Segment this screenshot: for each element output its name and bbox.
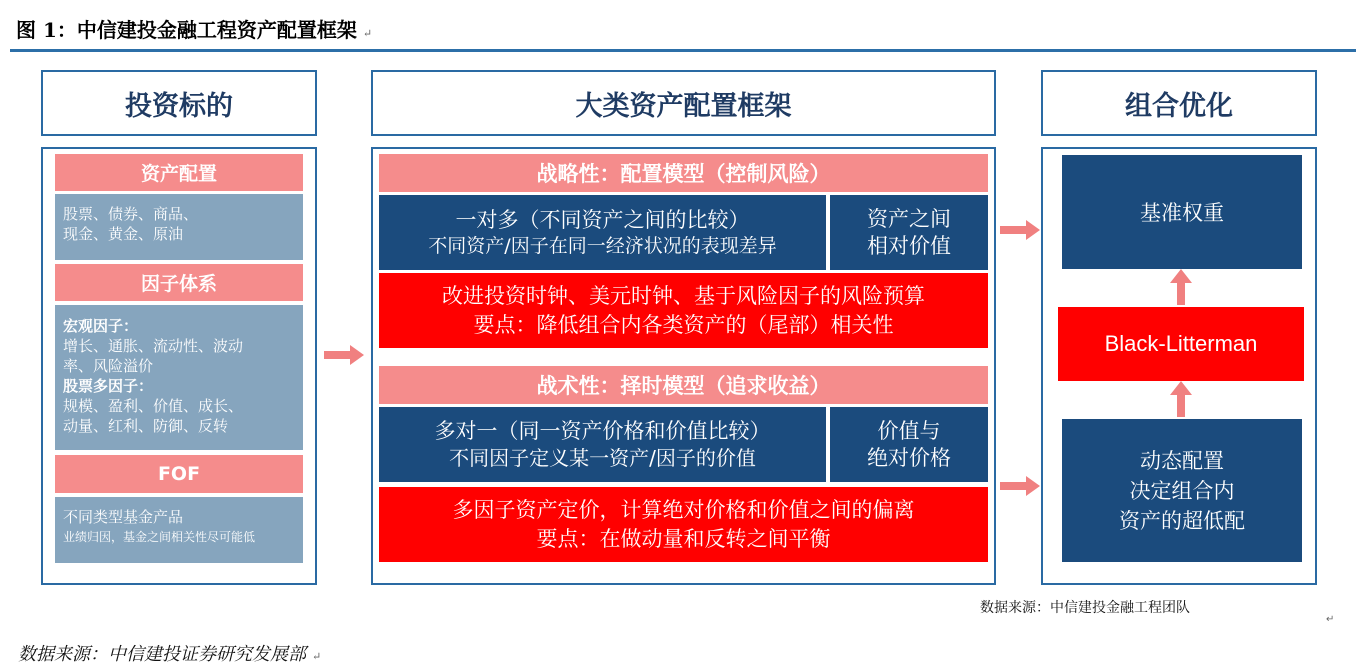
tactical-side-line: 价值与 (877, 418, 941, 443)
factor-system-title: 因子体系 (55, 264, 303, 301)
fof-line-1: 不同类型基金产品 (63, 508, 184, 526)
header-portfolio-optimization: 组合优化 (1041, 70, 1317, 136)
header-investment-targets: 投资标的 (41, 70, 317, 136)
strategic-side-line: 相对价值 (867, 233, 951, 258)
tactical-compare-box (379, 407, 826, 482)
dynamic-allocation-box (1062, 419, 1302, 562)
macro-factor-line: 增长、通胀、流动性、波动 (63, 337, 244, 355)
middle-panel (371, 147, 996, 585)
fof-title: FOF (55, 455, 303, 493)
arrow-up-icon (1170, 381, 1192, 417)
fof-box (55, 497, 303, 563)
tactical-side-box (830, 407, 988, 482)
source-note-right: 数据来源：中信建投金融工程团队 (980, 600, 1190, 616)
arrow-up-icon (1170, 269, 1192, 305)
strategic-compare-line: 不同资产/因子在同一经济状况的表现差异 (428, 234, 777, 257)
source-note-bottom: 数据来源：中信建投证券研究发展部 ↵ (18, 644, 322, 665)
arrow-right-icon (324, 345, 364, 365)
arrow-right-icon (1000, 476, 1040, 496)
header-asset-allocation-framework: 大类资产配置框架 (371, 70, 996, 136)
dynamic-allocation-line: 动态配置 (1140, 448, 1224, 473)
right-panel (1041, 147, 1317, 585)
macro-factor-line: 率、风险溢价 (63, 357, 154, 375)
strategic-compare-box (379, 195, 826, 270)
strategic-compare-line: 一对多（不同资产之间的比较） (455, 207, 750, 232)
arrow-right-icon (1000, 220, 1040, 240)
return-mark: ↵ (312, 650, 322, 663)
multi-factor-title: 股票多因子： (63, 377, 154, 395)
return-mark: ↵ (1326, 614, 1335, 625)
strategic-side-box (830, 195, 988, 270)
tactical-compare-line: 多对一（同一资产价格和价值比较） (434, 418, 771, 443)
strategic-title: 战略性：配置模型（控制风险） (379, 154, 988, 192)
fof-line-2: 业绩归因，基金之间相关性尽可能低 (63, 530, 256, 544)
tactical-compare-line: 不同因子定义某一资产/因子的价值 (449, 445, 756, 470)
tactical-red-box (379, 487, 988, 562)
factor-system-box (55, 305, 303, 450)
macro-factor-title: 宏观因子： (63, 317, 139, 335)
asset-allocation-line: 股票、债券、商品、 (63, 205, 199, 223)
tactical-title: 战术性：择时模型（追求收益） (379, 366, 988, 404)
multi-factor-line: 动量、红利、防御、反转 (63, 417, 229, 435)
strategic-red-line: 改进投资时钟、美元时钟、基于风险因子的风险预算 (442, 283, 925, 308)
strategic-red-line: 要点：降低组合内各类资产的（尾部）相关性 (473, 312, 894, 337)
black-litterman-box: Black-Litterman (1058, 307, 1304, 381)
benchmark-weight-box: 基准权重 (1062, 155, 1302, 269)
title-rule (10, 49, 1356, 52)
strategic-red-box (379, 273, 988, 348)
strategic-side-line: 资产之间 (867, 206, 951, 231)
left-panel (41, 147, 317, 585)
asset-allocation-title: 资产配置 (55, 154, 303, 191)
tactical-side-line: 绝对价格 (867, 445, 951, 470)
tactical-red-line: 多因子资产定价，计算绝对价格和价值之间的偏离 (452, 497, 915, 522)
figure-title: 图 1：中信建投金融工程资产配置框架 ↵ (16, 18, 373, 42)
tactical-red-line: 要点：在做动量和反转之间平衡 (536, 526, 831, 551)
asset-allocation-line: 现金、黄金、原油 (63, 225, 184, 243)
return-mark: ↵ (362, 27, 373, 40)
dynamic-allocation-line: 资产的超低配 (1119, 508, 1245, 533)
asset-allocation-box (55, 194, 303, 260)
multi-factor-line: 规模、盈利、价值、成长、 (63, 397, 244, 415)
dynamic-allocation-line: 决定组合内 (1129, 478, 1235, 503)
